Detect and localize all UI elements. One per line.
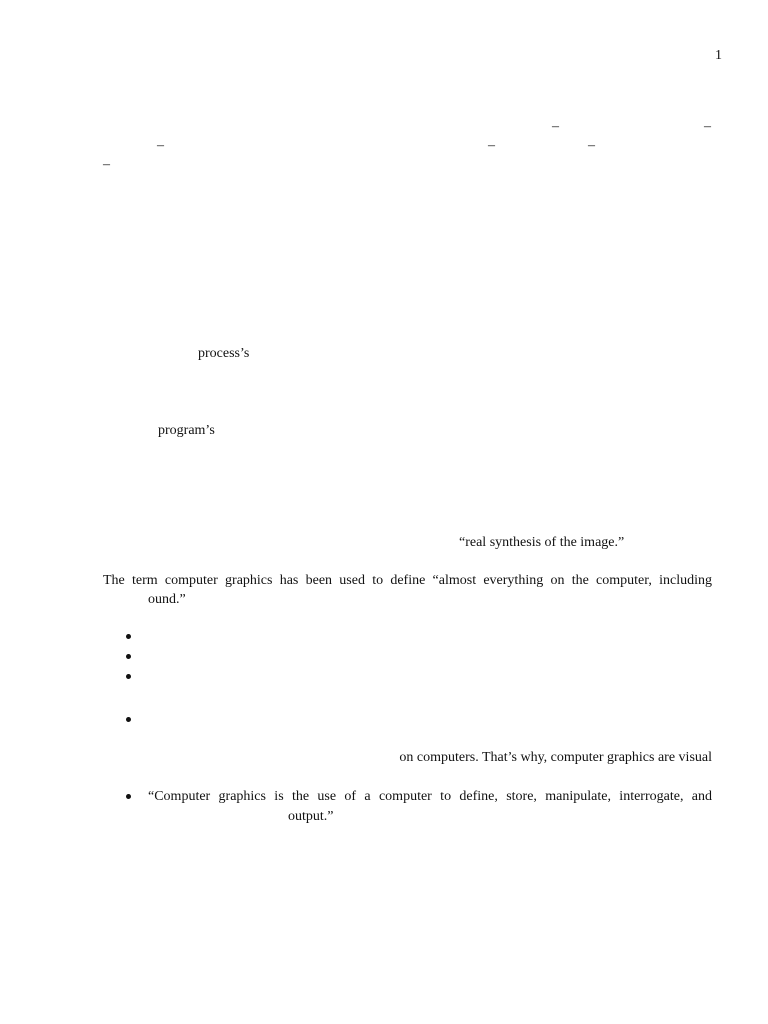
dash-mark: – bbox=[103, 157, 110, 172]
bullet-icon bbox=[126, 654, 131, 659]
bullet-icon bbox=[126, 717, 131, 722]
quote-bullet-line-1: “Computer graphics is the use of a computer to define, store, manipulate, interrogate, and bbox=[148, 789, 712, 804]
bullet-icon bbox=[126, 674, 131, 679]
page-number: 1 bbox=[715, 48, 722, 63]
bullet-icon bbox=[126, 634, 131, 639]
dash-mark: – bbox=[552, 119, 559, 134]
quote-bullet-line-2: output.” bbox=[288, 809, 334, 824]
bullet-icon bbox=[126, 794, 131, 799]
definition-line-2: ound.” bbox=[148, 592, 186, 607]
visual-line: on computers. That’s why, computer graphics are visual bbox=[399, 750, 712, 765]
definition-line-1: The term computer graphics has been used to define “almost everything on the computer, including bbox=[103, 573, 712, 588]
dash-mark: – bbox=[157, 138, 164, 153]
dash-mark: – bbox=[588, 138, 595, 153]
dash-mark: – bbox=[704, 119, 711, 134]
text-fragment-process: process’s bbox=[198, 346, 250, 361]
quote-real-synthesis: “real synthesis of the image.” bbox=[459, 535, 625, 550]
text-fragment-program: program’s bbox=[158, 423, 215, 438]
dash-mark: – bbox=[488, 138, 495, 153]
